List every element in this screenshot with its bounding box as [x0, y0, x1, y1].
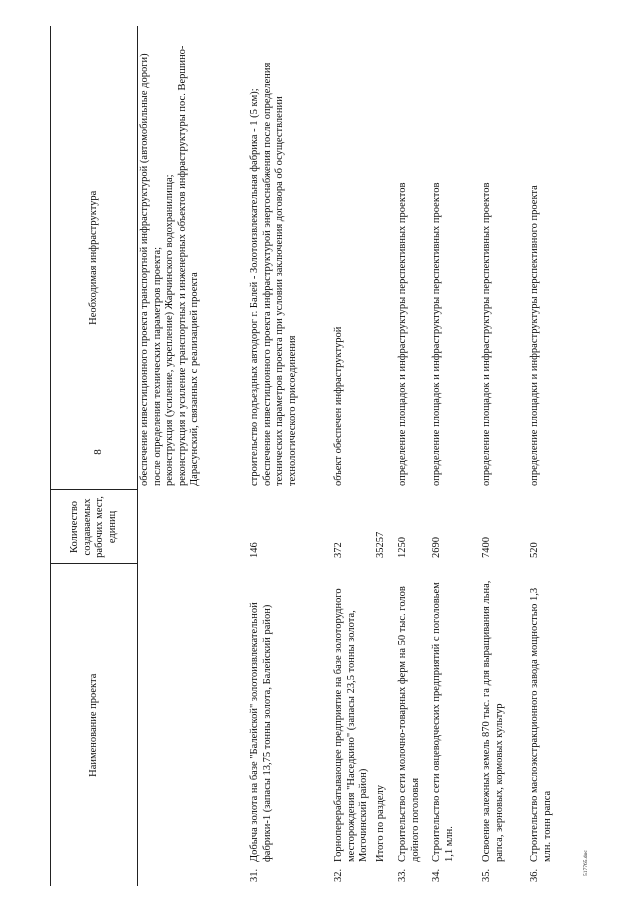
- infra-line: определение площадки и инфраструктуры перспективного проекта: [529, 185, 540, 486]
- row-section-total-jobs: 35257: [375, 531, 386, 558]
- table-row: [248, 26, 332, 886]
- row-project-name: Освоение залежных земель 870 тыс. га для выращивания льна, рапса, зерновых, кормовых культур: [481, 580, 505, 862]
- infra-line: обеспечение инвестиционного проекта транспортной инфраструктурой (автомобильные дороги) после определения технических параметров проекта;: [139, 53, 163, 486]
- row-jobs: 1250: [397, 536, 408, 558]
- table-row: [332, 26, 374, 886]
- row-number: 35.: [481, 868, 492, 882]
- infra-line: определение площадок и инфраструктуры перспективных проектов: [431, 182, 442, 486]
- infra-line: определение площадок и инфраструктуры перспективных проектов: [481, 182, 492, 486]
- row-infrastructure: [430, 26, 480, 490]
- infra-line: строительство подъездных автодорог г. Балей - Золотоизвлекательная фабрика - 1 (5 км);: [249, 88, 260, 486]
- table-row: [480, 26, 528, 886]
- project-table: [50, 26, 557, 886]
- row-jobs: 7400: [481, 536, 492, 558]
- infra-line: обеспечение инвестиционного проекта инфраструктурой энергоснабжения после определения технических параметров проекта при условии заключения договора об осуществлении технологического присоединения: [261, 62, 298, 486]
- infra-line: реконструкция и усиление транспортных и инженерных объектов инфраструктуры пос. Вершино-Дарасунский, связанных с реализацией проекта: [176, 45, 200, 486]
- row-number: 33.: [397, 868, 408, 882]
- header-infrastructure: Необходимая инфраструктура: [51, 26, 138, 490]
- table-row: [430, 26, 480, 886]
- infra-line: реконструкция (усиление, укрепление) Жарчинского водохранилища;: [164, 174, 175, 486]
- table-row: [528, 26, 557, 886]
- row-infrastructure: [332, 26, 374, 490]
- row-infrastructure: [528, 26, 557, 490]
- row-number: 34.: [431, 868, 442, 882]
- table-row: [138, 26, 249, 886]
- project-table-rotated: [50, 26, 605, 886]
- row-project-name: Строительство маслоэкстракционного завода мощностью 1,3 млн. тонн рапса: [529, 587, 553, 862]
- row-infrastructure: [138, 26, 249, 490]
- table-header-row: [51, 26, 138, 886]
- row-number: 36.: [529, 868, 540, 882]
- table-row: [396, 26, 430, 886]
- row-project-name: Горноперерабатывающее предприятие на базе золоторудного месторождения "Наседкино" (запасы 23,5 тонны золота, Могочинский район): [333, 588, 369, 862]
- row-jobs: 2690: [431, 536, 442, 558]
- header-jobs: Количество создаваемых рабочих мест, единиц: [51, 490, 138, 564]
- row-project-name: Строительство сети овцеводческих предприятий с поголовьем 1,1 млн.: [431, 582, 455, 862]
- page-number: 8: [92, 449, 104, 455]
- infra-line: объект обеспечен инфраструктурой: [333, 326, 344, 486]
- row-project-name: [138, 564, 249, 864]
- row-infrastructure: [248, 26, 332, 490]
- row-number: 32.: [333, 868, 344, 882]
- row-infrastructure: [396, 26, 430, 490]
- row-jobs: 372: [333, 542, 344, 558]
- row-number: [138, 864, 249, 886]
- row-section-total-label: Итого по разделу: [375, 784, 386, 862]
- row-jobs: 146: [249, 542, 260, 558]
- row-project-name: Строительство сети молочно-товарных ферм на 50 тыс. голов дойного поголовья: [397, 586, 421, 862]
- infra-line: определение площадок и инфраструктуры перспективных проектов: [397, 182, 408, 486]
- row-jobs: 520: [529, 542, 540, 558]
- document-id: 517765.doc: [583, 850, 589, 876]
- table-row-total: [374, 26, 396, 886]
- row-project-name: Добыча золота на базе "Балейской" золотоизвлекательной фабрики-1 (запасы 13,75 тонны золота, Балейский район): [249, 602, 273, 862]
- row-infrastructure: [480, 26, 528, 490]
- row-jobs: [138, 490, 249, 564]
- row-number: [374, 864, 396, 886]
- header-project-name: Наименование проекта: [51, 564, 138, 886]
- row-number: 31.: [249, 868, 260, 882]
- row-infrastructure: [374, 26, 396, 490]
